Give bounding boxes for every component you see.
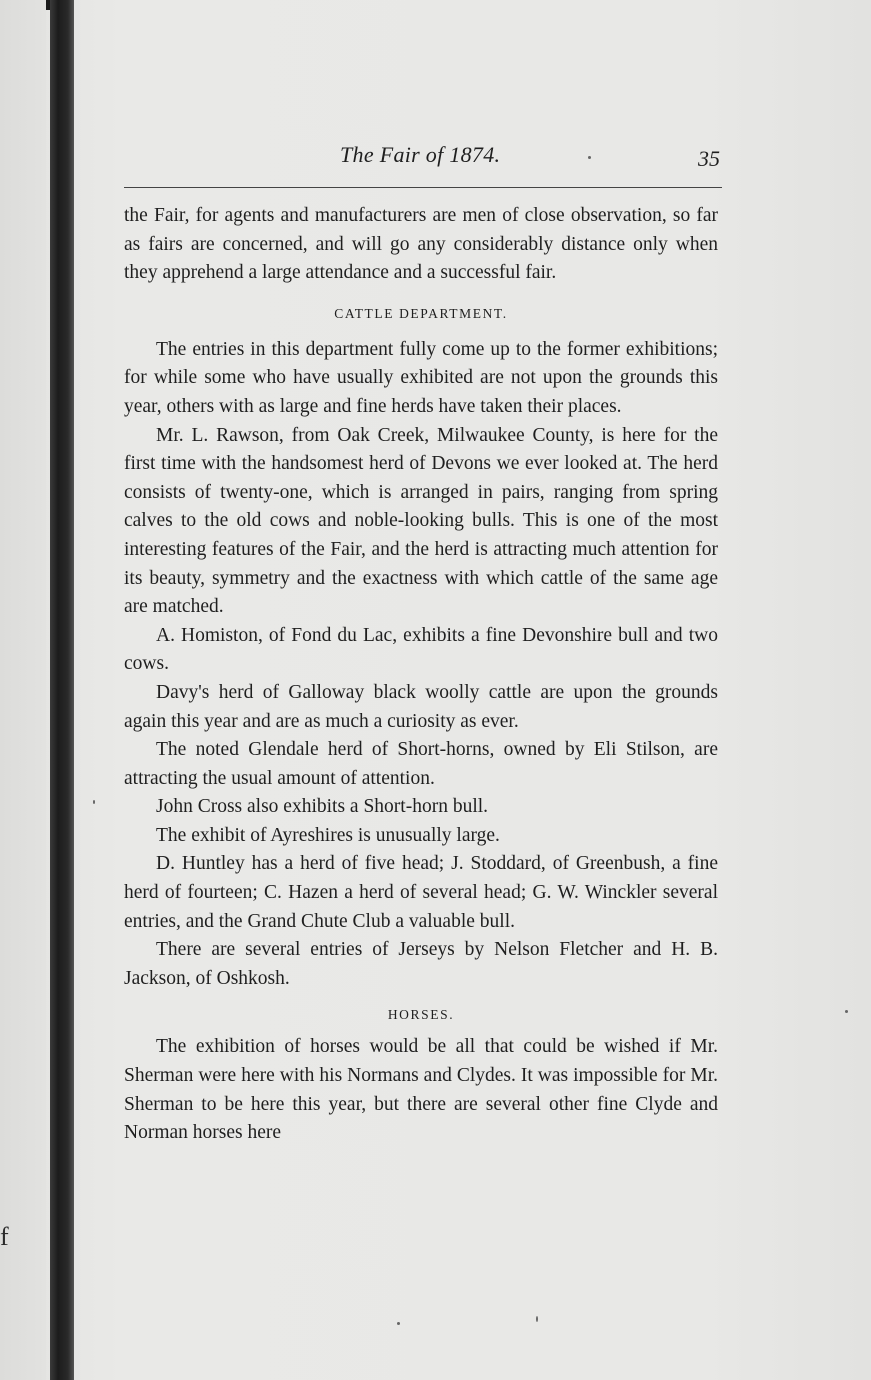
paper-speck bbox=[536, 1316, 538, 1322]
margin-fragment: f bbox=[0, 1222, 9, 1251]
paragraph: Mr. L. Rawson, from Oak Creek, Milwaukee County, is here for the first time with the handsomest herd of Devons we ever looked at. The herd consists of twenty-one, which is arranged in pairs, ranging from spring calves to the old cows and noble-looking bulls. This is one of the most interesting features of the Fair, and the herd is attracting much attention for its beauty, symmetry and the exactness with which cattle of the same age are matched. bbox=[124, 424, 718, 618]
paper-speck bbox=[845, 1010, 848, 1013]
paragraph: The exhibit of Ayreshires is unusually large. bbox=[156, 824, 500, 846]
paper-speck bbox=[93, 800, 95, 804]
book-spine bbox=[50, 0, 74, 1380]
continuation-paragraph: the Fair, for agents and manufacturers are men of close observation, so far as fairs are concerned, and will go any considerably distance only when they apprehend a large attendance and a successful fair. bbox=[124, 205, 718, 284]
header-rule bbox=[124, 187, 722, 188]
paragraph: There are several entries of Jerseys by Nelson Fletcher and H. B. Jackson, of Oshkosh. bbox=[124, 939, 718, 989]
paragraph: The exhibition of horses would be all that could be wished if Mr. Sherman were here with his Normans and Clydes. It was impossible for Mr. Sherman to be here this year, but there are several other fine Clyde and Norman horses here bbox=[124, 1036, 718, 1144]
paragraph: Davy's herd of Galloway black woolly cattle are upon the grounds again this year and are as much a curiosity as ever. bbox=[124, 681, 718, 732]
paragraph: John Cross also exhibits a Short-horn bull. bbox=[156, 796, 489, 818]
facing-page-edge bbox=[0, 0, 46, 1380]
paragraph: A. Homiston, of Fond du Lac, exhibits a fine Devonshire bull and two cows. bbox=[124, 624, 718, 675]
page-number: 35 bbox=[698, 146, 720, 171]
paper-speck bbox=[588, 156, 591, 159]
running-header bbox=[124, 142, 722, 186]
paragraph: The entries in this department fully come up to the former exhibitions; for while some who have usually exhibited are not upon the grounds this year, others with as large and fine herds have taken their places. bbox=[124, 338, 718, 417]
paper-speck bbox=[397, 1322, 400, 1325]
cattle-heading: CATTLE DEPARTMENT. bbox=[334, 305, 508, 321]
running-title: The Fair of 1874. bbox=[340, 142, 501, 167]
horses-heading: HORSES. bbox=[387, 1007, 455, 1023]
page-body bbox=[124, 202, 718, 1148]
paragraph: The noted Glendale herd of Short-horns, owned by Eli Stilson, are attracting the usual amount of attention. bbox=[124, 739, 718, 789]
paragraph: D. Huntley has a herd of five head; J. Stoddard, of Greenbush, a fine herd of fourteen; C. Hazen a herd of several head; G. W. Winckler several entries, and the Grand Chute Club a valuable bull. bbox=[124, 853, 718, 932]
